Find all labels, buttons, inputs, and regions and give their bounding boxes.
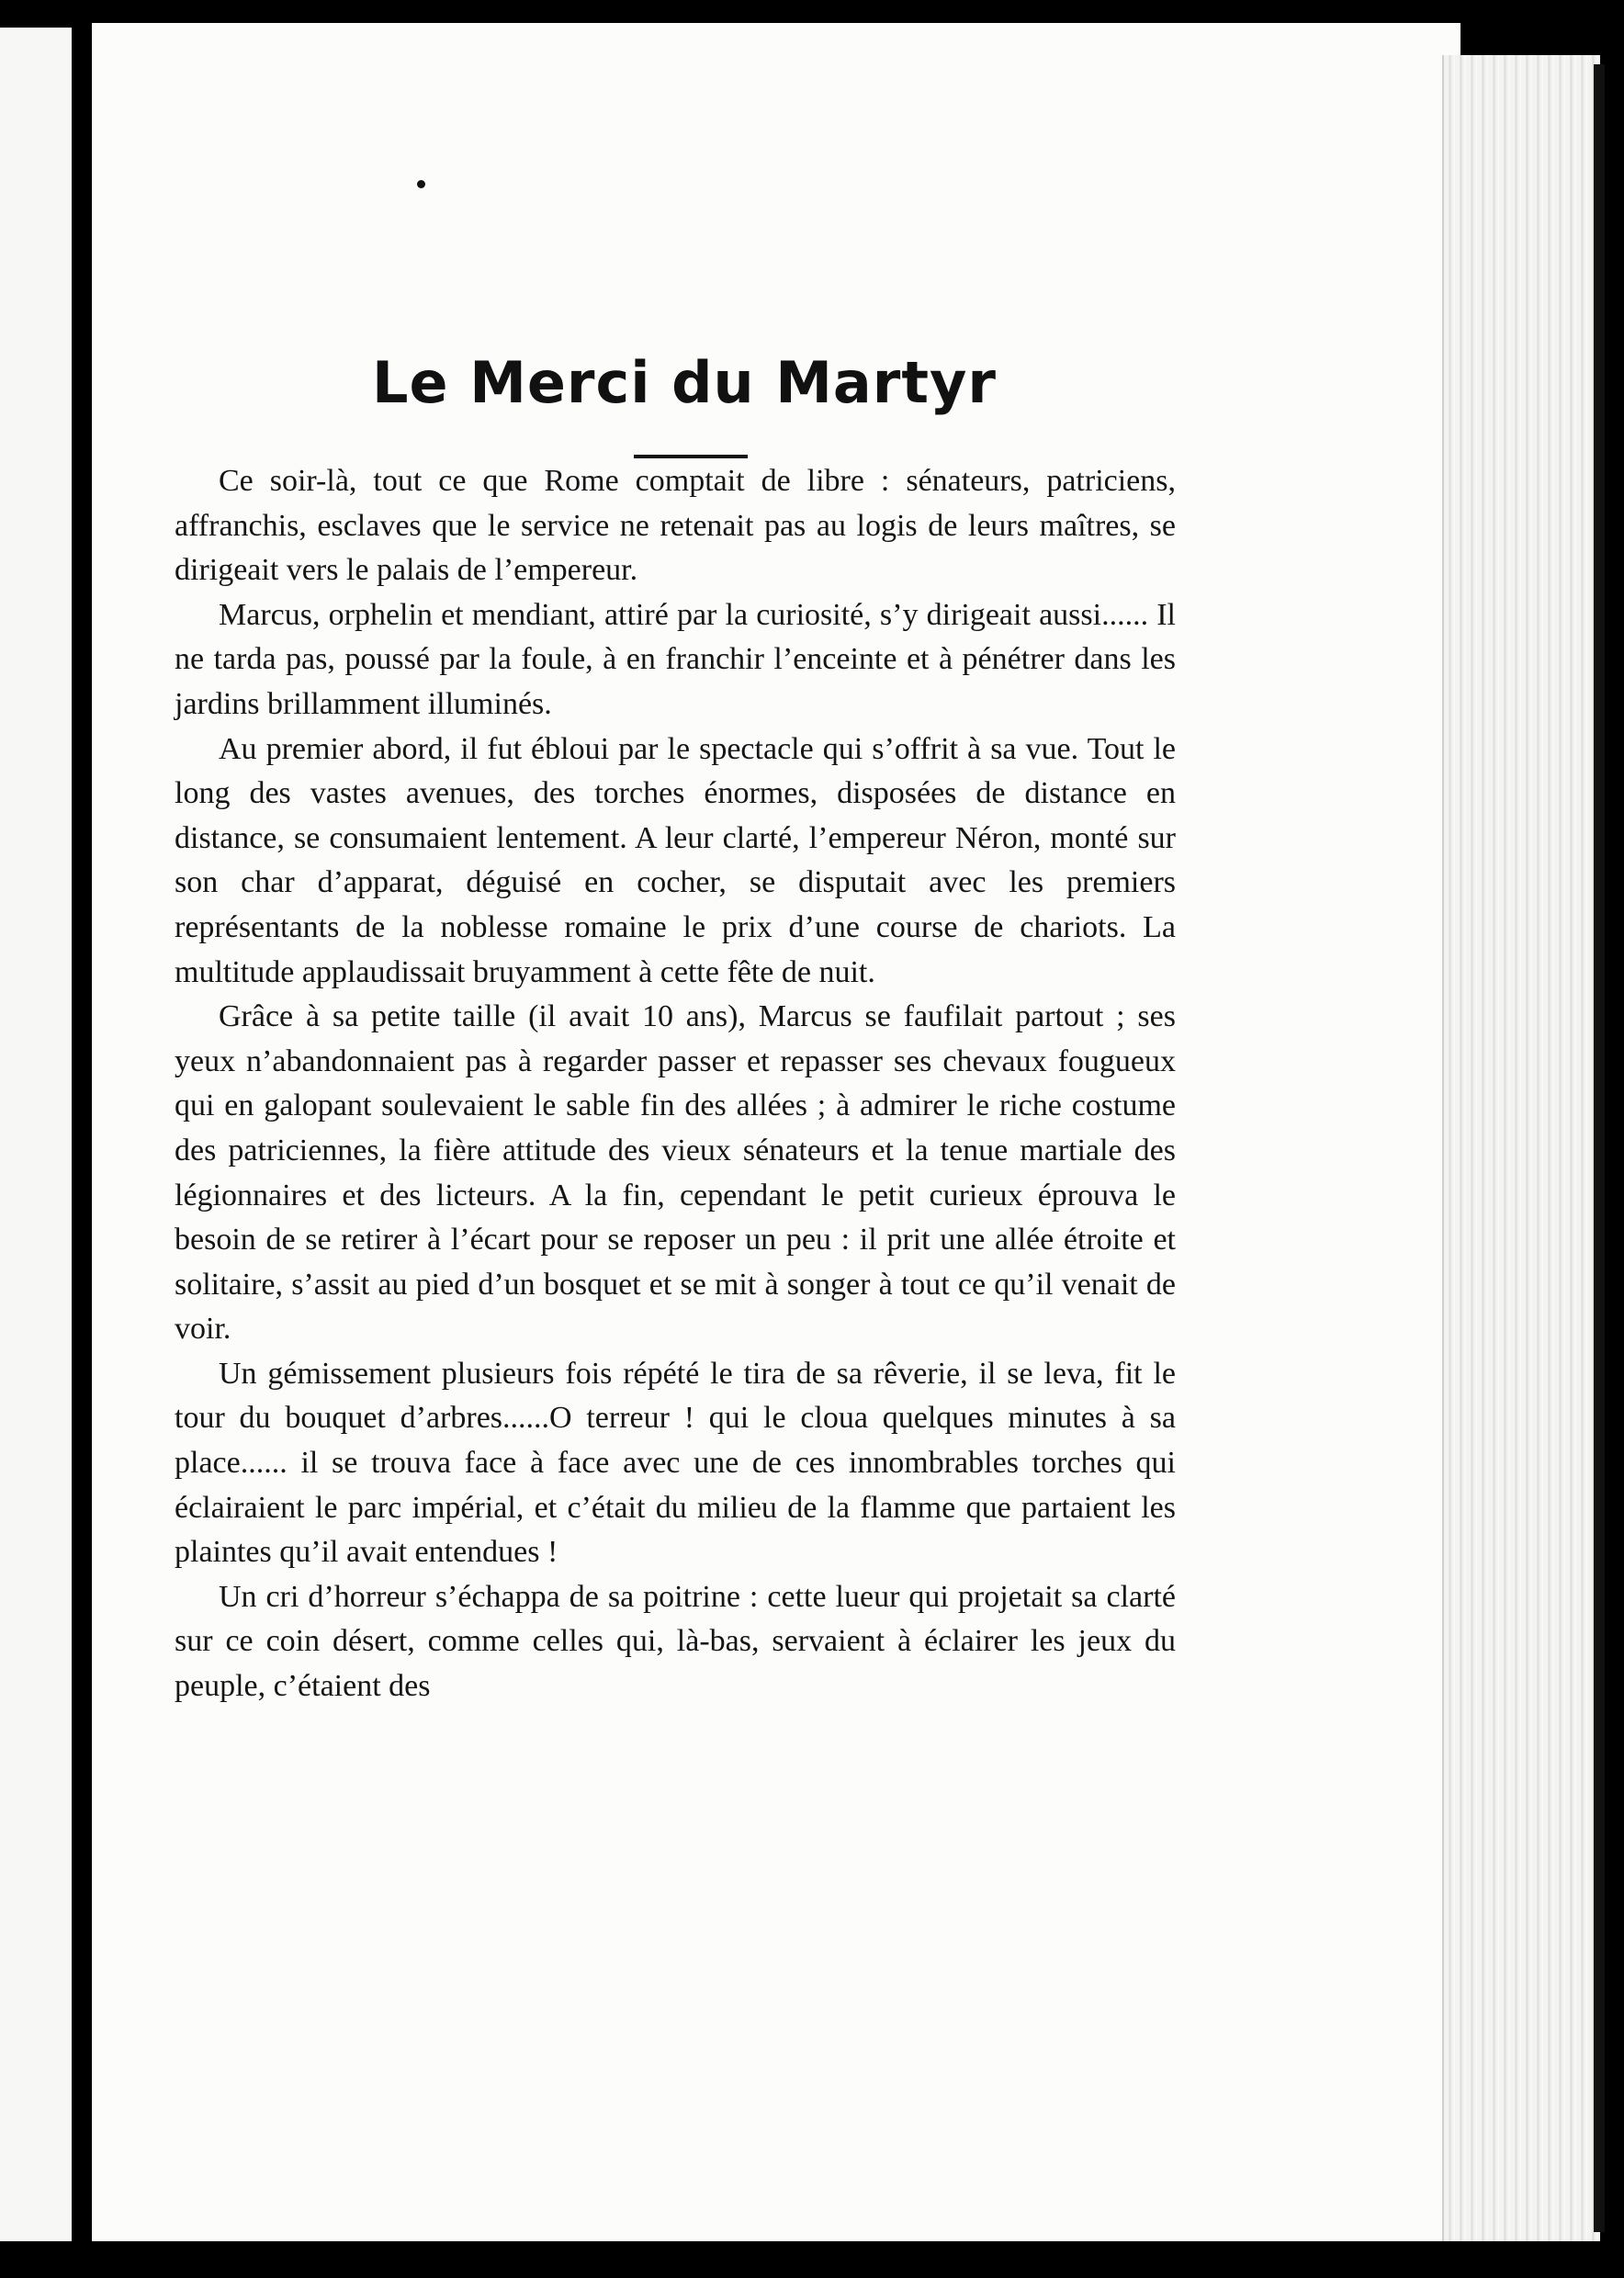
paragraph-1: Ce soir-là, tout ce que Rome comptait de libre : sénateurs, patriciens, affranchis, esclaves que le service ne retenait pas au logis de leurs maîtres, se dirigeait vers le palais de l’empereur. [175, 464, 1176, 588]
ink-dot [417, 180, 425, 188]
paragraph-6: Un cri d’horreur s’échappa de sa poitrine : cette lueur qui projetait sa clarté sur ce coin désert, comme celles qui, là-bas, servaient à éclairer les jeux du peuple, c’étaient des [175, 1579, 1176, 1704]
chapter-title: Le Merci du Martyr [372, 349, 997, 416]
paragraph-2: Marcus, orphelin et mendiant, attiré par la curiosité, s’y dirigeait aussi...... Il ne tarda pas, poussé par la foule, à en franchir l’enceinte et à pénétrer dans les jardins brillamment illuminés. [175, 597, 1176, 721]
paragraph-4: Grâce à sa petite taille (il avait 10 ans), Marcus se faufilait partout ; ses yeux n’abandonnaient pas à regarder passer et repasser ses chevaux fougueux qui en galopant soulevaient le sable fin des allées ; à admirer le riche costume des patriciennes, la fière attitude des vieux sénateurs et la tenue martiale des légionnaires et des licteurs. A la fin, cependant le petit curieux éprouva le besoin de se retirer à l’écart pour se reposer un peu : il prit une allée étroite et solitaire, s’assit au pied d’un bosquet et se mit à songer à tout ce qu’il venait de voir. [175, 999, 1176, 1347]
body-text [175, 459, 1176, 1709]
paragraph-5: Un gémissement plusieurs fois répété le tira de sa rêverie, il se leva, fit le tour du bouquet d’arbres......O terreur ! qui le cloua quelques minutes à sa place...... il se trouva face à face avec une de ces innombrables torches qui éclairaient le parc impérial, et c’était du milieu de la flamme que partaient les plaintes qu’il avait entendues ! [175, 1356, 1176, 1570]
book-gutter [72, 0, 92, 2278]
book-cover-edge [1594, 64, 1605, 2232]
paragraph-3: Au premier abord, il fut ébloui par le spectacle qui s’offrit à sa vue. Tout le long des vastes avenues, des torches énormes, disposées de distance en distance, se consumaient lentement. A leur clarté, l’empereur Néron, monté sur son char d’apparat, déguisé en cocher, se disputait avec les premiers représentants de la noblesse romaine le prix d’une course de chariots. La multitude applaudissait bruyamment à cette fête de nuit. [175, 731, 1176, 989]
left-page-edge [0, 28, 72, 2241]
page-stack-edge [1442, 55, 1600, 2241]
title-underline [634, 455, 748, 458]
